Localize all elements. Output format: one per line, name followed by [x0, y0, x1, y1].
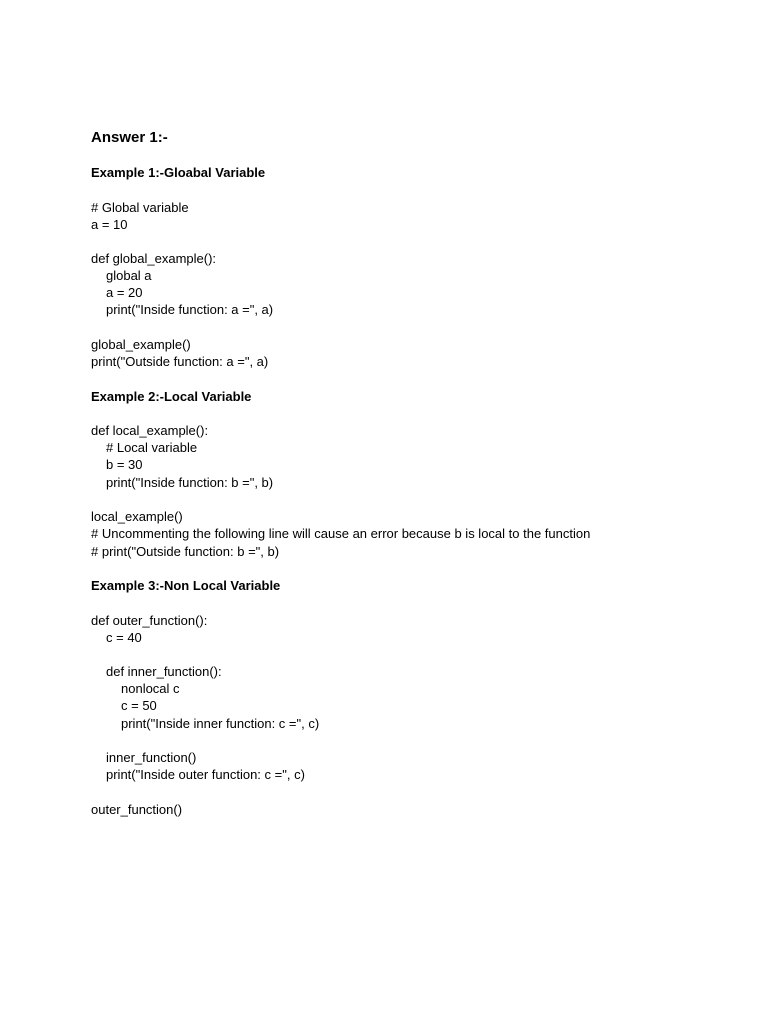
code-line: def local_example(): — [91, 423, 209, 438]
code-line: def global_example(): — [91, 251, 217, 266]
code-line: inner_function() — [106, 750, 197, 765]
code-line: global_example() — [91, 337, 191, 352]
answer-title: Answer 1:- — [91, 129, 168, 146]
code-line: def outer_function(): — [91, 613, 208, 628]
code-line: outer_function() — [91, 802, 183, 817]
code-line: # Global variable — [91, 200, 189, 215]
example1-heading: Example 1:-Gloabal Variable — [91, 165, 266, 180]
code-line: print("Inside inner function: c =", c) — [121, 716, 320, 731]
code-line: c = 40 — [106, 630, 142, 645]
code-line: print("Outside function: a =", a) — [91, 354, 269, 369]
code-line: c = 50 — [121, 698, 157, 713]
code-line: print("Inside function: b =", b) — [106, 475, 274, 490]
code-line: global a — [106, 268, 152, 283]
code-line: # Uncommenting the following line will cause an error because b is local to the function — [91, 526, 591, 541]
code-line: print("Inside outer function: c =", c) — [106, 767, 305, 782]
code-line: # Local variable — [106, 440, 198, 455]
code-line: local_example() — [91, 509, 183, 524]
code-line: b = 30 — [106, 457, 143, 472]
code-line: a = 20 — [106, 285, 143, 300]
code-line: # print("Outside function: b =", b) — [91, 544, 280, 559]
code-line: print("Inside function: a =", a) — [106, 302, 274, 317]
example3-heading: Example 3:-Non Local Variable — [91, 578, 281, 593]
code-line: nonlocal c — [121, 681, 180, 696]
code-line: def inner_function(): — [106, 664, 222, 679]
example2-heading: Example 2:-Local Variable — [91, 389, 252, 404]
code-line: a = 10 — [91, 217, 128, 232]
